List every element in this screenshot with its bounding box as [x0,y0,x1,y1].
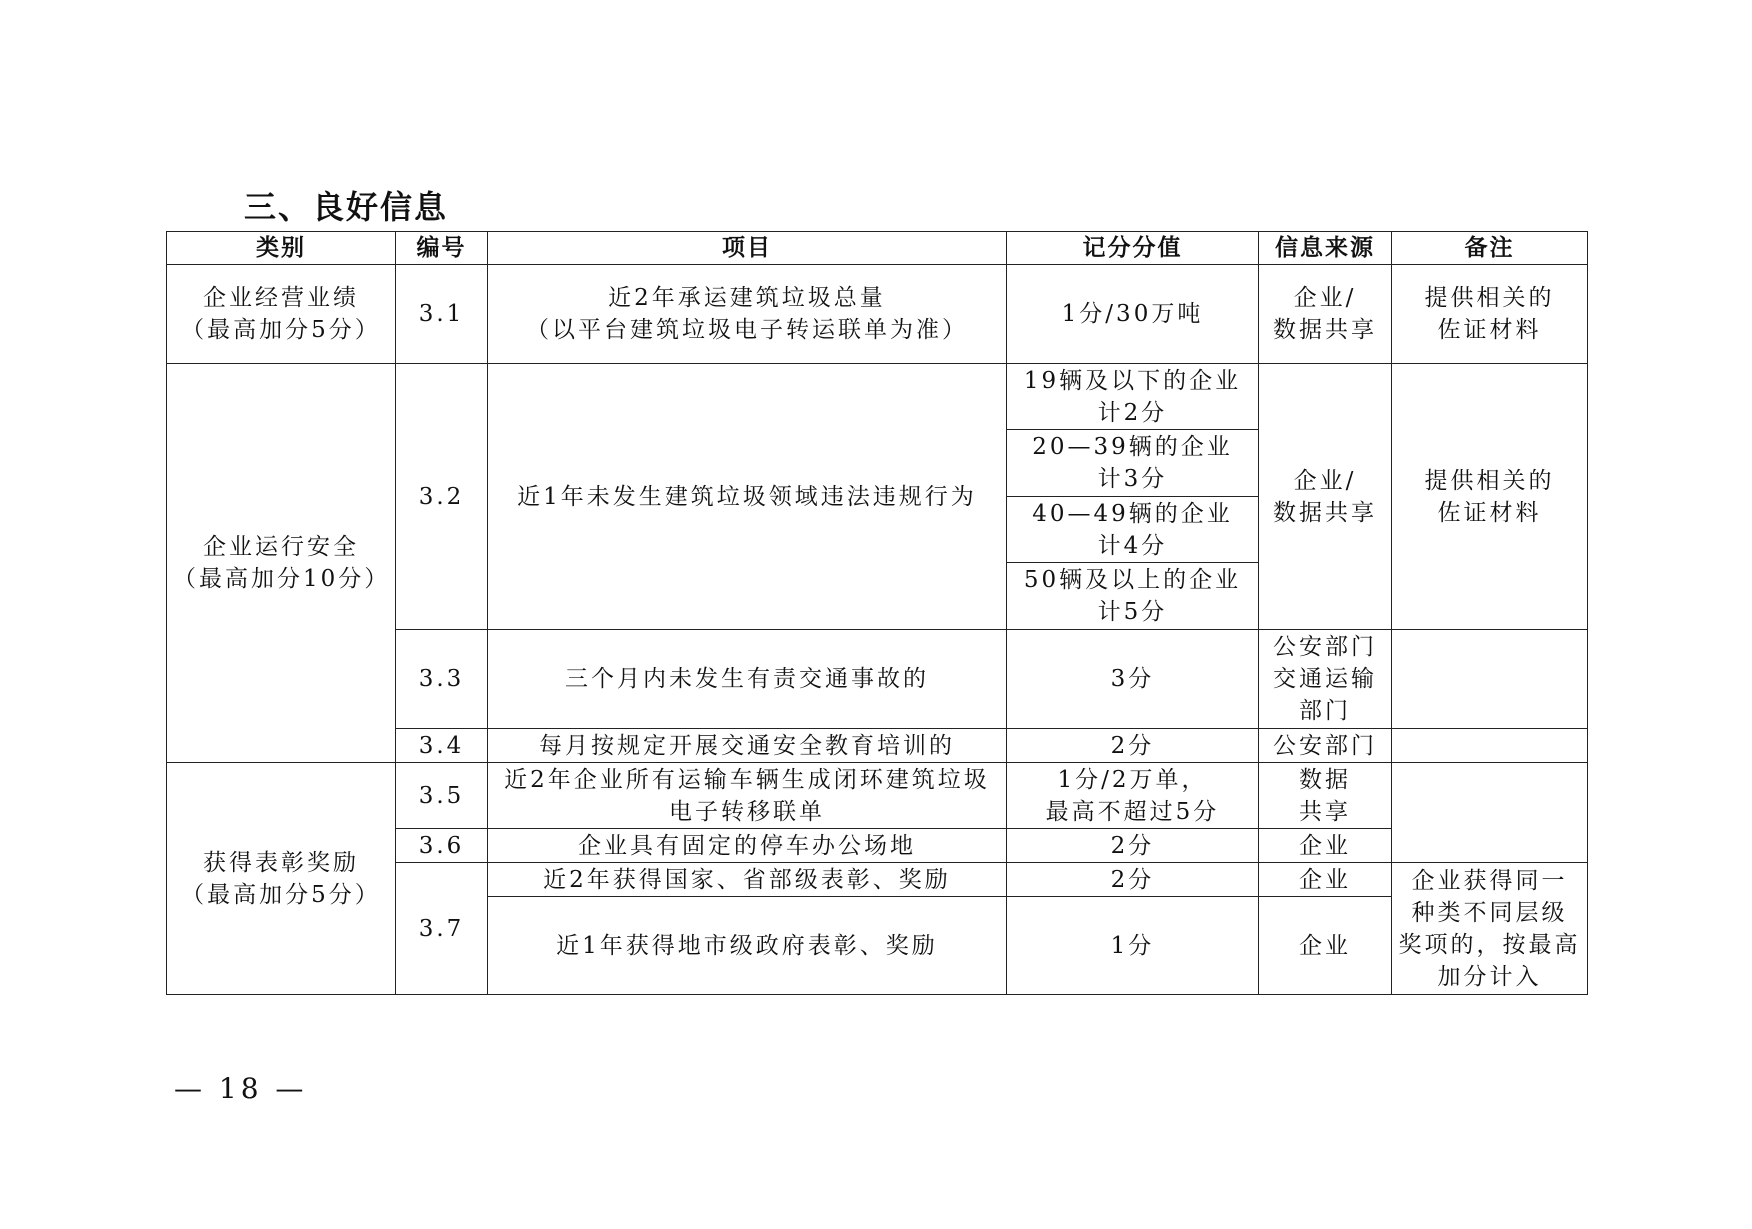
header-category: 类别 [167,232,396,265]
score-cell: 40—49辆的企业 计4分 [1007,497,1259,563]
page-number: — 18 — [174,1072,308,1105]
header-code: 编号 [396,232,488,265]
table-row [167,763,1588,829]
item-cell: 近2年获得国家、省部级表彰、奖励 [488,863,1007,897]
note-cell: 提供相关的 佐证材料 [1392,265,1588,364]
item-cell: 企业具有固定的停车办公场地 [488,829,1007,863]
table-row [167,265,1588,364]
score-cell: 50辆及以上的企业 计5分 [1007,563,1259,630]
category-cell: 获得表彰奖励 （最高加分5分） [167,763,396,995]
item-cell: 近1年获得地市级政府表彰、奖励 [488,897,1007,995]
score-cell: 2分 [1007,863,1259,897]
item-cell: 近2年企业所有运输车辆生成闭环建筑垃圾 电子转移联单 [488,763,1007,829]
header-note: 备注 [1392,232,1588,265]
source-cell: 企业/ 数据共享 [1259,364,1392,630]
header-score: 记分分值 [1007,232,1259,265]
item-cell: 近2年承运建筑垃圾总量 （以平台建筑垃圾电子转运联单为准） [488,265,1007,364]
code-cell: 3.5 [396,763,488,829]
item-cell: 近1年未发生建筑垃圾领域违法违规行为 [488,364,1007,630]
note-cell [1392,630,1588,729]
note-cell: 提供相关的 佐证材料 [1392,364,1588,630]
section-heading: 三、良好信息 [244,188,449,226]
code-cell: 3.6 [396,829,488,863]
code-cell: 3.2 [396,364,488,630]
item-cell: 三个月内未发生有责交通事故的 [488,630,1007,729]
note-cell [1392,763,1588,863]
score-cell: 2分 [1007,729,1259,763]
code-cell: 3.7 [396,863,488,995]
table-header-row [167,232,1588,265]
score-cell: 20—39辆的企业 计3分 [1007,430,1259,497]
source-cell: 数据 共享 [1259,763,1392,829]
source-cell: 企业/ 数据共享 [1259,265,1392,364]
code-cell: 3.3 [396,630,488,729]
source-cell: 企业 [1259,829,1392,863]
category-cell: 企业运行安全 （最高加分10分） [167,364,396,763]
source-cell: 公安部门 交通运输 部门 [1259,630,1392,729]
code-cell: 3.4 [396,729,488,763]
score-cell: 1分 [1007,897,1259,995]
score-cell: 3分 [1007,630,1259,729]
header-source: 信息来源 [1259,232,1392,265]
source-cell: 企业 [1259,897,1392,995]
score-cell: 19辆及以下的企业 计2分 [1007,364,1259,430]
score-cell: 2分 [1007,829,1259,863]
code-cell: 3.1 [396,265,488,364]
source-cell: 企业 [1259,863,1392,897]
table-row [167,364,1588,430]
note-cell [1392,729,1588,763]
header-item: 项目 [488,232,1007,265]
score-cell: 1分/2万单， 最高不超过5分 [1007,763,1259,829]
category-cell: 企业经营业绩 （最高加分5分） [167,265,396,364]
score-cell: 1分/30万吨 [1007,265,1259,364]
item-cell: 每月按规定开展交通安全教育培训的 [488,729,1007,763]
good-info-table [166,231,1588,995]
source-cell: 公安部门 [1259,729,1392,763]
note-cell: 企业获得同一 种类不同层级 奖项的，按最高 加分计入 [1392,863,1588,995]
